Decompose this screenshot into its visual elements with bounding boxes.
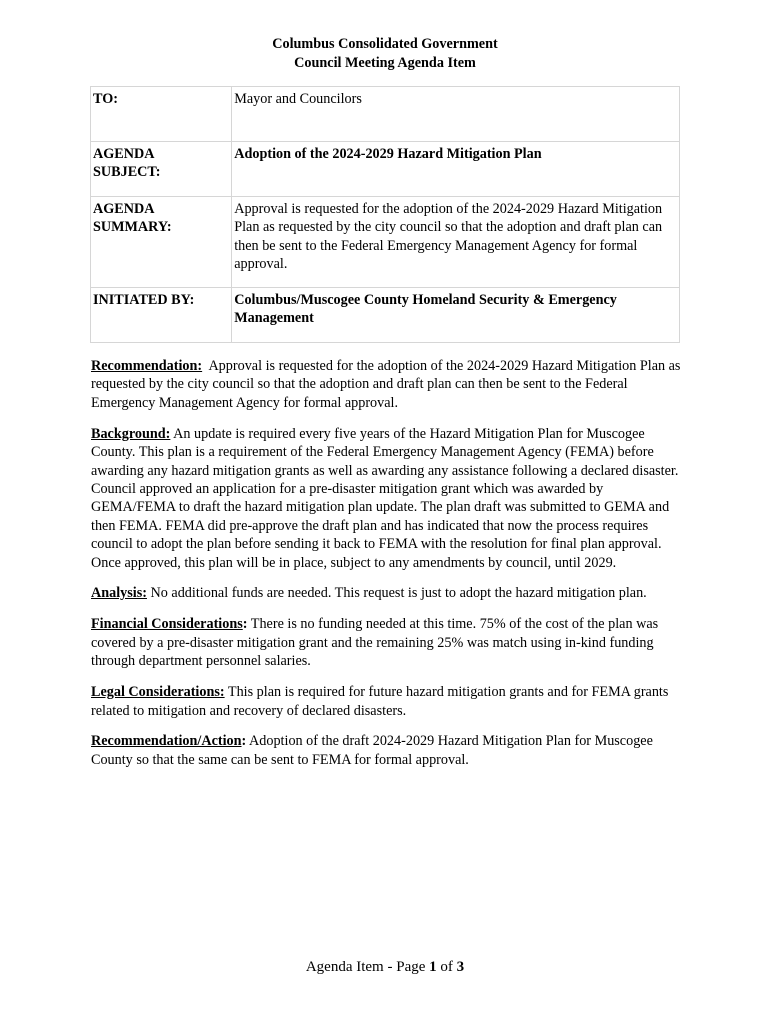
table-row-summary: [91, 197, 680, 288]
table-row-initiated-by: [91, 288, 680, 343]
initiated-label: INITIATED BY:: [91, 288, 232, 343]
legal-text: This plan is required for future hazard mitigation grants and for FEMA grants related to mitigation and recovery of declared disasters.: [91, 684, 669, 719]
recommendation-paragraph: [91, 357, 681, 412]
initiated-value: Columbus/Muscogee County Homeland Security & Emergency Management: [232, 288, 680, 343]
financial-colon: :: [242, 616, 248, 633]
background-text: An update is required every five years of the Hazard Mitigation Plan for Muscogee County. This plan is a requirement of the Federal Emergency Management Agency (FEMA) before awarding any hazard mitigation grants as well as awarding any assistance following a declared disaster. Council approved an application for a pre-disaster mitigation grant which was awarded by GEMA/FEMA to draft the hazard mitigation plan update. The plan draft was submitted to GEMA and then FEMA. FEMA did pre-approve the draft plan and has indicated that now the process requires council to adopt the plan before sending it back to FEMA with the resolution for final plan approval. Once approved, this plan will be in place, subject to any amendments by council, until 2029.: [91, 425, 679, 571]
page-footer: [0, 958, 770, 976]
to-label: TO:: [91, 87, 232, 142]
subject-label: [91, 142, 232, 197]
action-paragraph: [91, 732, 681, 769]
summary-label-line2: SUMMARY:: [93, 219, 172, 236]
summary-label: [91, 197, 232, 288]
analysis-text: No additional funds are needed. This request is just to adopt the hazard mitigation plan.: [150, 585, 647, 602]
subject-label-line1: AGENDA: [93, 146, 155, 162]
agenda-info-table: [90, 86, 680, 343]
action-colon: :: [241, 733, 247, 750]
action-text: Adoption of the draft 2024-2029 Hazard Mitigation Plan for Muscogee County so that the same can be sent to FEMA for formal approval.: [91, 733, 653, 768]
subject-value: Adoption of the 2024-2029 Hazard Mitigation Plan: [232, 142, 680, 197]
subject-label-line2: SUBJECT:: [93, 164, 161, 181]
legal-paragraph: [91, 683, 681, 720]
background-heading: Background:: [91, 425, 171, 442]
to-value: Mayor and Councilors: [232, 87, 680, 142]
financial-heading: Financial Considerations: [91, 616, 243, 633]
footer-of: of: [436, 959, 457, 975]
analysis-paragraph: [91, 584, 681, 602]
financial-text: There is no funding needed at this time. 75% of the cost of the plan was covered by a pre-disaster mitigation grant and the remaining 25% was match using in-kind funding through department personnel salaries.: [91, 616, 659, 670]
footer-page-number: 1: [429, 959, 437, 975]
table-row-to: [91, 87, 680, 142]
document-header: [0, 35, 770, 72]
background-paragraph: [91, 425, 681, 572]
summary-label-line1: AGENDA: [93, 201, 155, 217]
summary-value: Approval is requested for the adoption of the 2024-2029 Hazard Mitigation Plan as requested by the city council so that the adoption and draft plan can then be sent to the Federal Emergency Management Agency for formal approval.: [232, 197, 680, 288]
footer-page-total: 3: [456, 959, 465, 975]
analysis-heading: Analysis:: [91, 585, 147, 602]
legal-heading: Legal Considerations:: [91, 684, 225, 701]
financial-paragraph: [91, 615, 681, 670]
header-government-name: Columbus Consolidated Government: [272, 36, 498, 52]
document-body: [91, 357, 681, 782]
header-document-type: Council Meeting Agenda Item: [294, 54, 476, 71]
footer-prefix: Agenda Item - Page: [305, 959, 430, 975]
action-heading: Recommendation/Action: [91, 733, 242, 750]
recommendation-text: Approval is requested for the adoption of the 2024-2029 Hazard Mitigation Plan as requested by the city council so that the adoption and draft plan can then be sent to the Federal Emergency Management Agency for formal approval.: [91, 358, 681, 411]
recommendation-heading: Recommendation:: [91, 358, 203, 374]
table-row-subject: [91, 142, 680, 197]
